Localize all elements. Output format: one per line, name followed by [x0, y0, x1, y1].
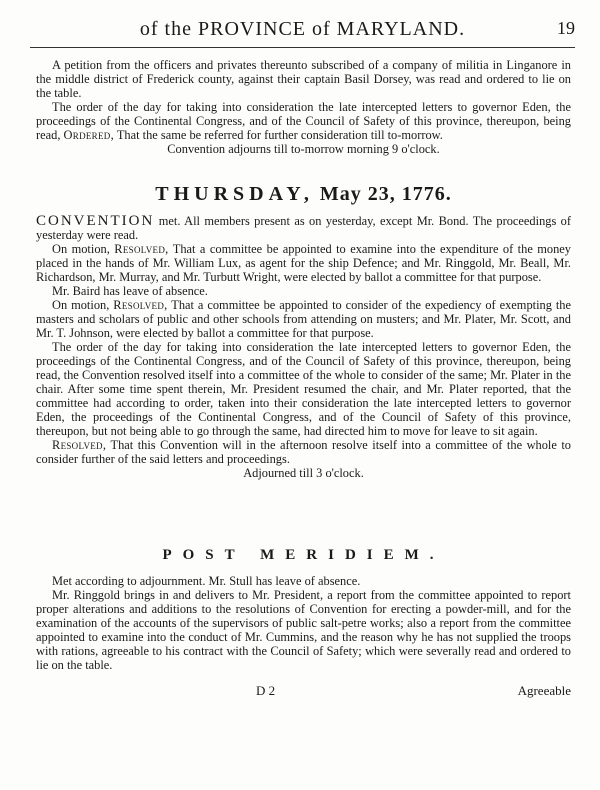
page-number: 19	[557, 18, 575, 38]
leave-paragraph: Mr. Baird has leave of absence.	[52, 284, 208, 298]
page-header	[30, 18, 575, 46]
motion-1-after: That a committee be appointed to examine into the expenditure of the money placed in the hands of Mr. William Lux, as agent for the ship Defence; and Mr. Ringgold, Mr. Beall, Mr. Richardson, Mr. Murray, and Mr. Turbutt Wright, were elected by ballot a committee for that purpose.	[36, 242, 571, 284]
motion-schools-paragraph	[36, 298, 571, 340]
motion-1-before: On motion,	[52, 242, 110, 256]
signature-mark: D 2	[256, 683, 276, 698]
petition-paragraph: A petition from the officers and privates thereunto subscribed of a company of militia in Linganore in the middle district of Frederick county, against their captain Basil Dorsey, was read and ordered to lie on the table.	[36, 58, 571, 100]
order-text-after: That the same be referred for further consideration till to-morrow.	[116, 128, 443, 142]
motion-2-after: That a committee be appointed to consider of the expediency of exempting the masters and scholars of public and other schools from attending on musters; and Mr. Plater, Mr. Scott, and Mr. T. Johnson, were elected by ballot a committee for that purpose.	[36, 298, 572, 340]
opening-text: met. All members present as on yesterday, except Mr. Bond. The proceedings of yesterday were read.	[36, 214, 571, 242]
order-of-day-paragraph: The order of the day for taking into consideration the late intercepted letters to governor Eden, the proceedings of the Continental Congress, and of the Council of Safety of this province, thereupon, being read, the Convention resolved itself into a committee of the whole to consider of the same; Mr. Plater in the chair. After some time spent therein, Mr. President resumed the chair, and Mr. Plater reported, that the committee had according to order, taken into their consideration the late intercepted letters to governor Eden, the proceedings of the Continental Congress, and of the Council of Safety of this province, thereupon, but not being able to go through the same, had directed him to move for leave to sit again.	[36, 340, 571, 438]
catchword: Agreeable	[517, 683, 571, 698]
motion-lux-paragraph	[36, 242, 571, 284]
ordered-word: Ordered,	[63, 128, 114, 142]
thursday-section	[36, 214, 571, 480]
order-paragraph	[36, 100, 571, 142]
afternoon-resolve-paragraph	[36, 438, 571, 466]
resolved-word: Resolved,	[113, 298, 168, 312]
day-heading	[36, 183, 571, 206]
day-date: May 23, 1776.	[319, 183, 452, 205]
resolved-word: Resolved,	[114, 242, 169, 256]
page-footer	[36, 683, 571, 703]
resolved-word: Resolved,	[52, 438, 107, 452]
post-meridiem-heading: POST MERIDIEM.	[162, 547, 445, 563]
running-title: of the PROVINCE of MARYLAND.	[139, 18, 466, 40]
convention-word: CONVENTION	[36, 213, 155, 229]
afternoon-resolve-text: That this Convention will in the afternoon resolve itself into a committee of the whole to consider further of the said letters and proceedings.	[36, 438, 571, 466]
header-rule	[30, 47, 575, 48]
order-text-before: The order of the day for taking into consideration the late intercepted letters to governor Eden, the proceedings of the Continental Congress, and of the Council of Safety of this province, thereupon, being read,	[36, 100, 571, 142]
report-paragraph: Mr. Ringgold brings in and delivers to Mr. President, a report from the committee appointed to report proper alterations and additions to the resolutions of Convention for erecting a powder-mill, and for the examination of the accounts of the supervisors of public salt-petre works; also a report from the committee appointed to examine into the conduct of Mr. Cummins, and the reason why he has not supplied the troops with rations, agreeable to his contract with the Council of Safety; which were severally read and ordered to lie on the table.	[36, 588, 571, 672]
motion-2-before: On motion,	[52, 298, 110, 312]
day-name: THURSDAY,	[155, 183, 314, 205]
opening-paragraph	[36, 214, 571, 242]
afternoon-section	[36, 574, 571, 672]
top-section	[36, 58, 571, 156]
adjourned-line: Adjourned till 3 o'clock.	[243, 466, 364, 480]
adjourn-line: Convention adjourns till to-morrow morning 9 o'clock.	[167, 142, 440, 156]
met-paragraph: Met according to adjournment. Mr. Stull has leave of absence.	[52, 574, 361, 588]
